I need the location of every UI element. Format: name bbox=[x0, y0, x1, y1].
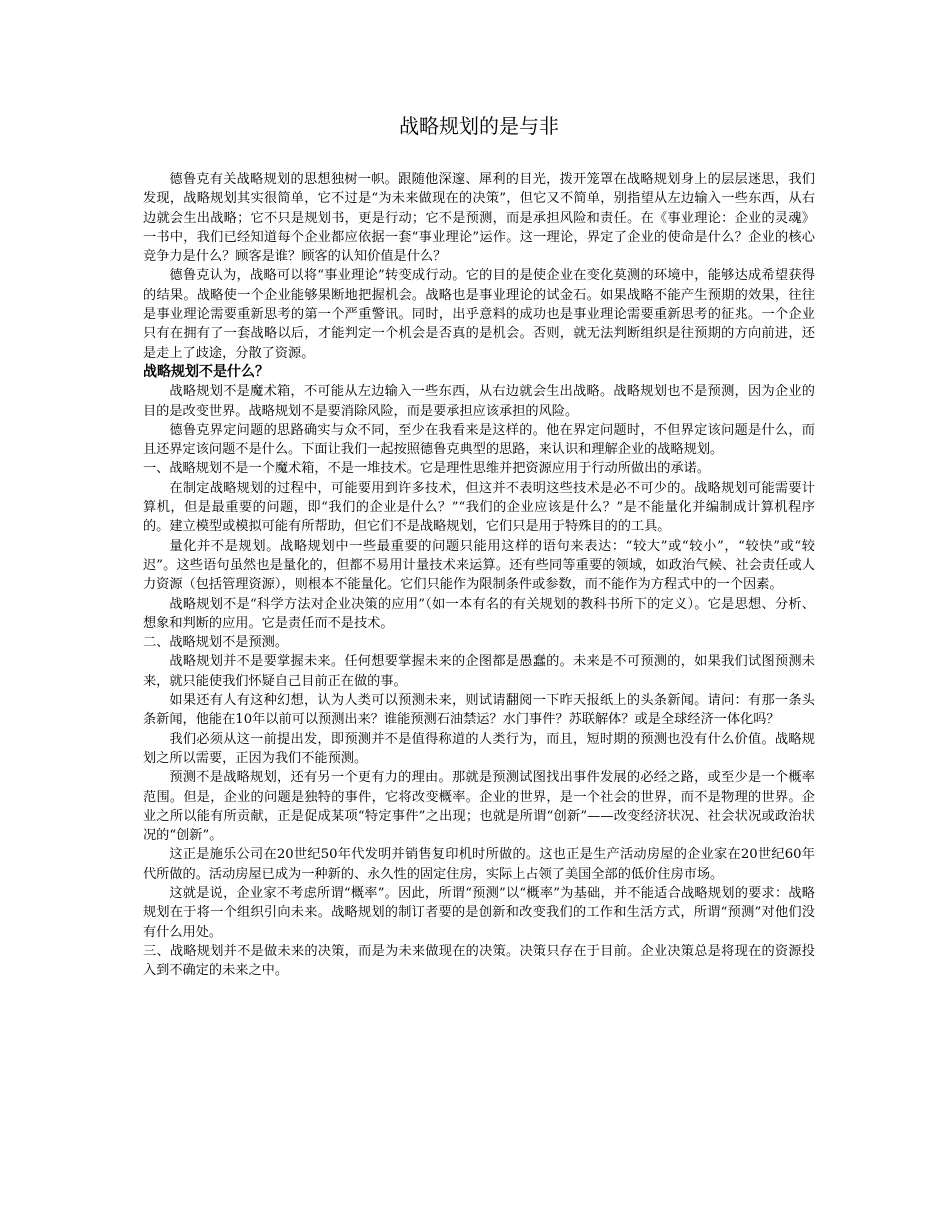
point-3: 三、战略规划并不是做未来的决策，而是为未来做现在的决策。决策只存在于目前。企业决策总是将现在的资源投入到不确定的未来之中。 bbox=[143, 943, 815, 979]
paragraph-4: 德鲁克界定问题的思路确实与众不同，至少在我看来是这样的。他在界定问题时，不但界定该问题是什么，而且还界定该问题不是什么。下面让我们一起按照德鲁克典型的思路，来认识和理解企业的战略规划。 bbox=[143, 422, 815, 458]
paragraph-8: 战略规划并不是要掌握未来。任何想要掌握未来的企图都是愚蠢的。未来是不可预测的，如果我们试图预测未来，就只能使我们怀疑自己目前正在做的事。 bbox=[143, 654, 815, 689]
point-1: 一、战略规划不是一个魔术箱，不是一堆技术。它是理性思维并把资源应用于行动所做出的承诺。 bbox=[143, 461, 711, 477]
point-2: 二、战略规划不是预测。 bbox=[143, 635, 289, 651]
paragraph-7: 战略规划不是“科学方法对企业决策的应用”（如一本有名的有关规划的教科书所下的定义）。它是思想、分析、想象和判断的应用。它是责任而不是技术。 bbox=[143, 596, 815, 631]
intro-paragraph-2: 德鲁克认为，战略可以将“事业理论”转变成行动。它的目的是使企业在变化莫测的环境中，能够达成希望获得的结果。战略使一个企业能够果断地把握机会。战略也是事业理论的试金石。如果战略不能产生预期的效果，往往是事业理论需要重新思考的第一个严重警讯。同时，出乎意料的成功也是事业理论需要重新思考的征兆。一个企业只有在拥有了一套战略以后，才能判定一个机会是否真的是机会。否则，就无法判断组织是往预期的方向前进，还是走上了歧途，分散了资源。 bbox=[143, 268, 815, 361]
paragraph-9: 如果还有人有这种幻想，认为人类可以预测未来，则试请翻阅一下昨天报纸上的头条新闻。请问：有那一条头条新闻，他能在10年以前可以预测出来？谁能预测石油禁运？水门事件？苏联解体？或是全球经济一体化吗？ bbox=[143, 693, 815, 728]
paragraph-5: 在制定战略规划的过程中，可能要用到许多技术，但这并不表明这些技术是必不可少的。战略规划可能需要计算机，但是最重要的问题，即“我们的企业是什么？”“我们的企业应该是什么？”是不能量化并编制成计算机程序的。建立模型或模拟可能有所帮助，但它们不是战略规划，它们只是用于特殊目的的工具。 bbox=[143, 480, 815, 535]
paragraph-10: 我们必须从这一前提出发，即预测并不是值得称道的人类行为，而且，短时期的预测也没有什么价值。战略规划之所以需要，正因为我们不能预测。 bbox=[143, 731, 815, 766]
paragraph-12: 这正是施乐公司在20世纪50年代发明并销售复印机时所做的。这也正是生产活动房屋的企业家在20世纪60年代所做的。活动房屋已成为一种新的、永久性的固定住房，实际上占领了美国全部的低价住房市场。 bbox=[143, 847, 815, 882]
section-heading: 战略规划不是什么？ bbox=[143, 363, 269, 380]
paragraph-13: 这就是说，企业家不考虑所谓“概率”。因此，所谓“预测”以“概率”为基础，并不能适合战略规划的要求：战略规划在于将一个组织引向未来。战略规划的制订者要的是创新和改变我们的工作和生活方式，所谓“预测”对他们没有什么用处。 bbox=[143, 885, 815, 940]
paragraph-11: 预测不是战略规划，还有另一个更有力的理由。那就是预测试图找出事件发展的必经之路，或至少是一个概率范围。但是，企业的问题是独特的事件，它将改变概率。企业的世界，是一个社会的世界，而不是物理的世界。企业之所以能有所贡献，正是促成某项“特定事件”之出现；也就是所谓“创新”——改变经济状况、社会状况或政治状况的“创新”。 bbox=[143, 770, 815, 844]
intro-paragraph-1: 德鲁克有关战略规划的思想独树一帜。跟随他深邃、犀利的目光，拨开笼罩在战略规划身上的层层迷思，我们发现，战略规划其实很简单，它不过是“为未来做现在的决策”，但它又不简单，别指望从左边输入一些东西，从右边就会生出战略；它不只是规划书，更是行动；它不是预测，而是承担风险和责任。在《事业理论：企业的灵魂》一书中，我们已经知道每个企业都应依据一套“事业理论”运作。这一理论，界定了企业的使命是什么？企业的核心竞争力是什么？顾客是谁？顾客的认知价值是什么？ bbox=[143, 172, 815, 265]
document-page bbox=[143, 112, 815, 980]
paragraph-3: 战略规划不是魔术箱，不可能从左边输入一些东西，从右边就会生出战略。战略规划也不是预测，因为企业的目的是改变世界。战略规划不是要消除风险，而是要承担应该承担的风险。 bbox=[143, 384, 815, 419]
paragraph-6: 量化并不是规划。战略规划中一些最重要的问题只能用这样的语句来表达：“较大”或“较小”，“较快”或“较迟”。这些语句虽然也是量化的，但都不易用计量技术来运算。还有些同等重要的领域，如政治气候、社会责任或人力资源（包括管理资源），则根本不能量化。它们只能作为限制条件或参数，而不能作为方程式中的一个因素。 bbox=[143, 538, 815, 593]
document-title: 战略规划的是与非 bbox=[399, 114, 559, 138]
